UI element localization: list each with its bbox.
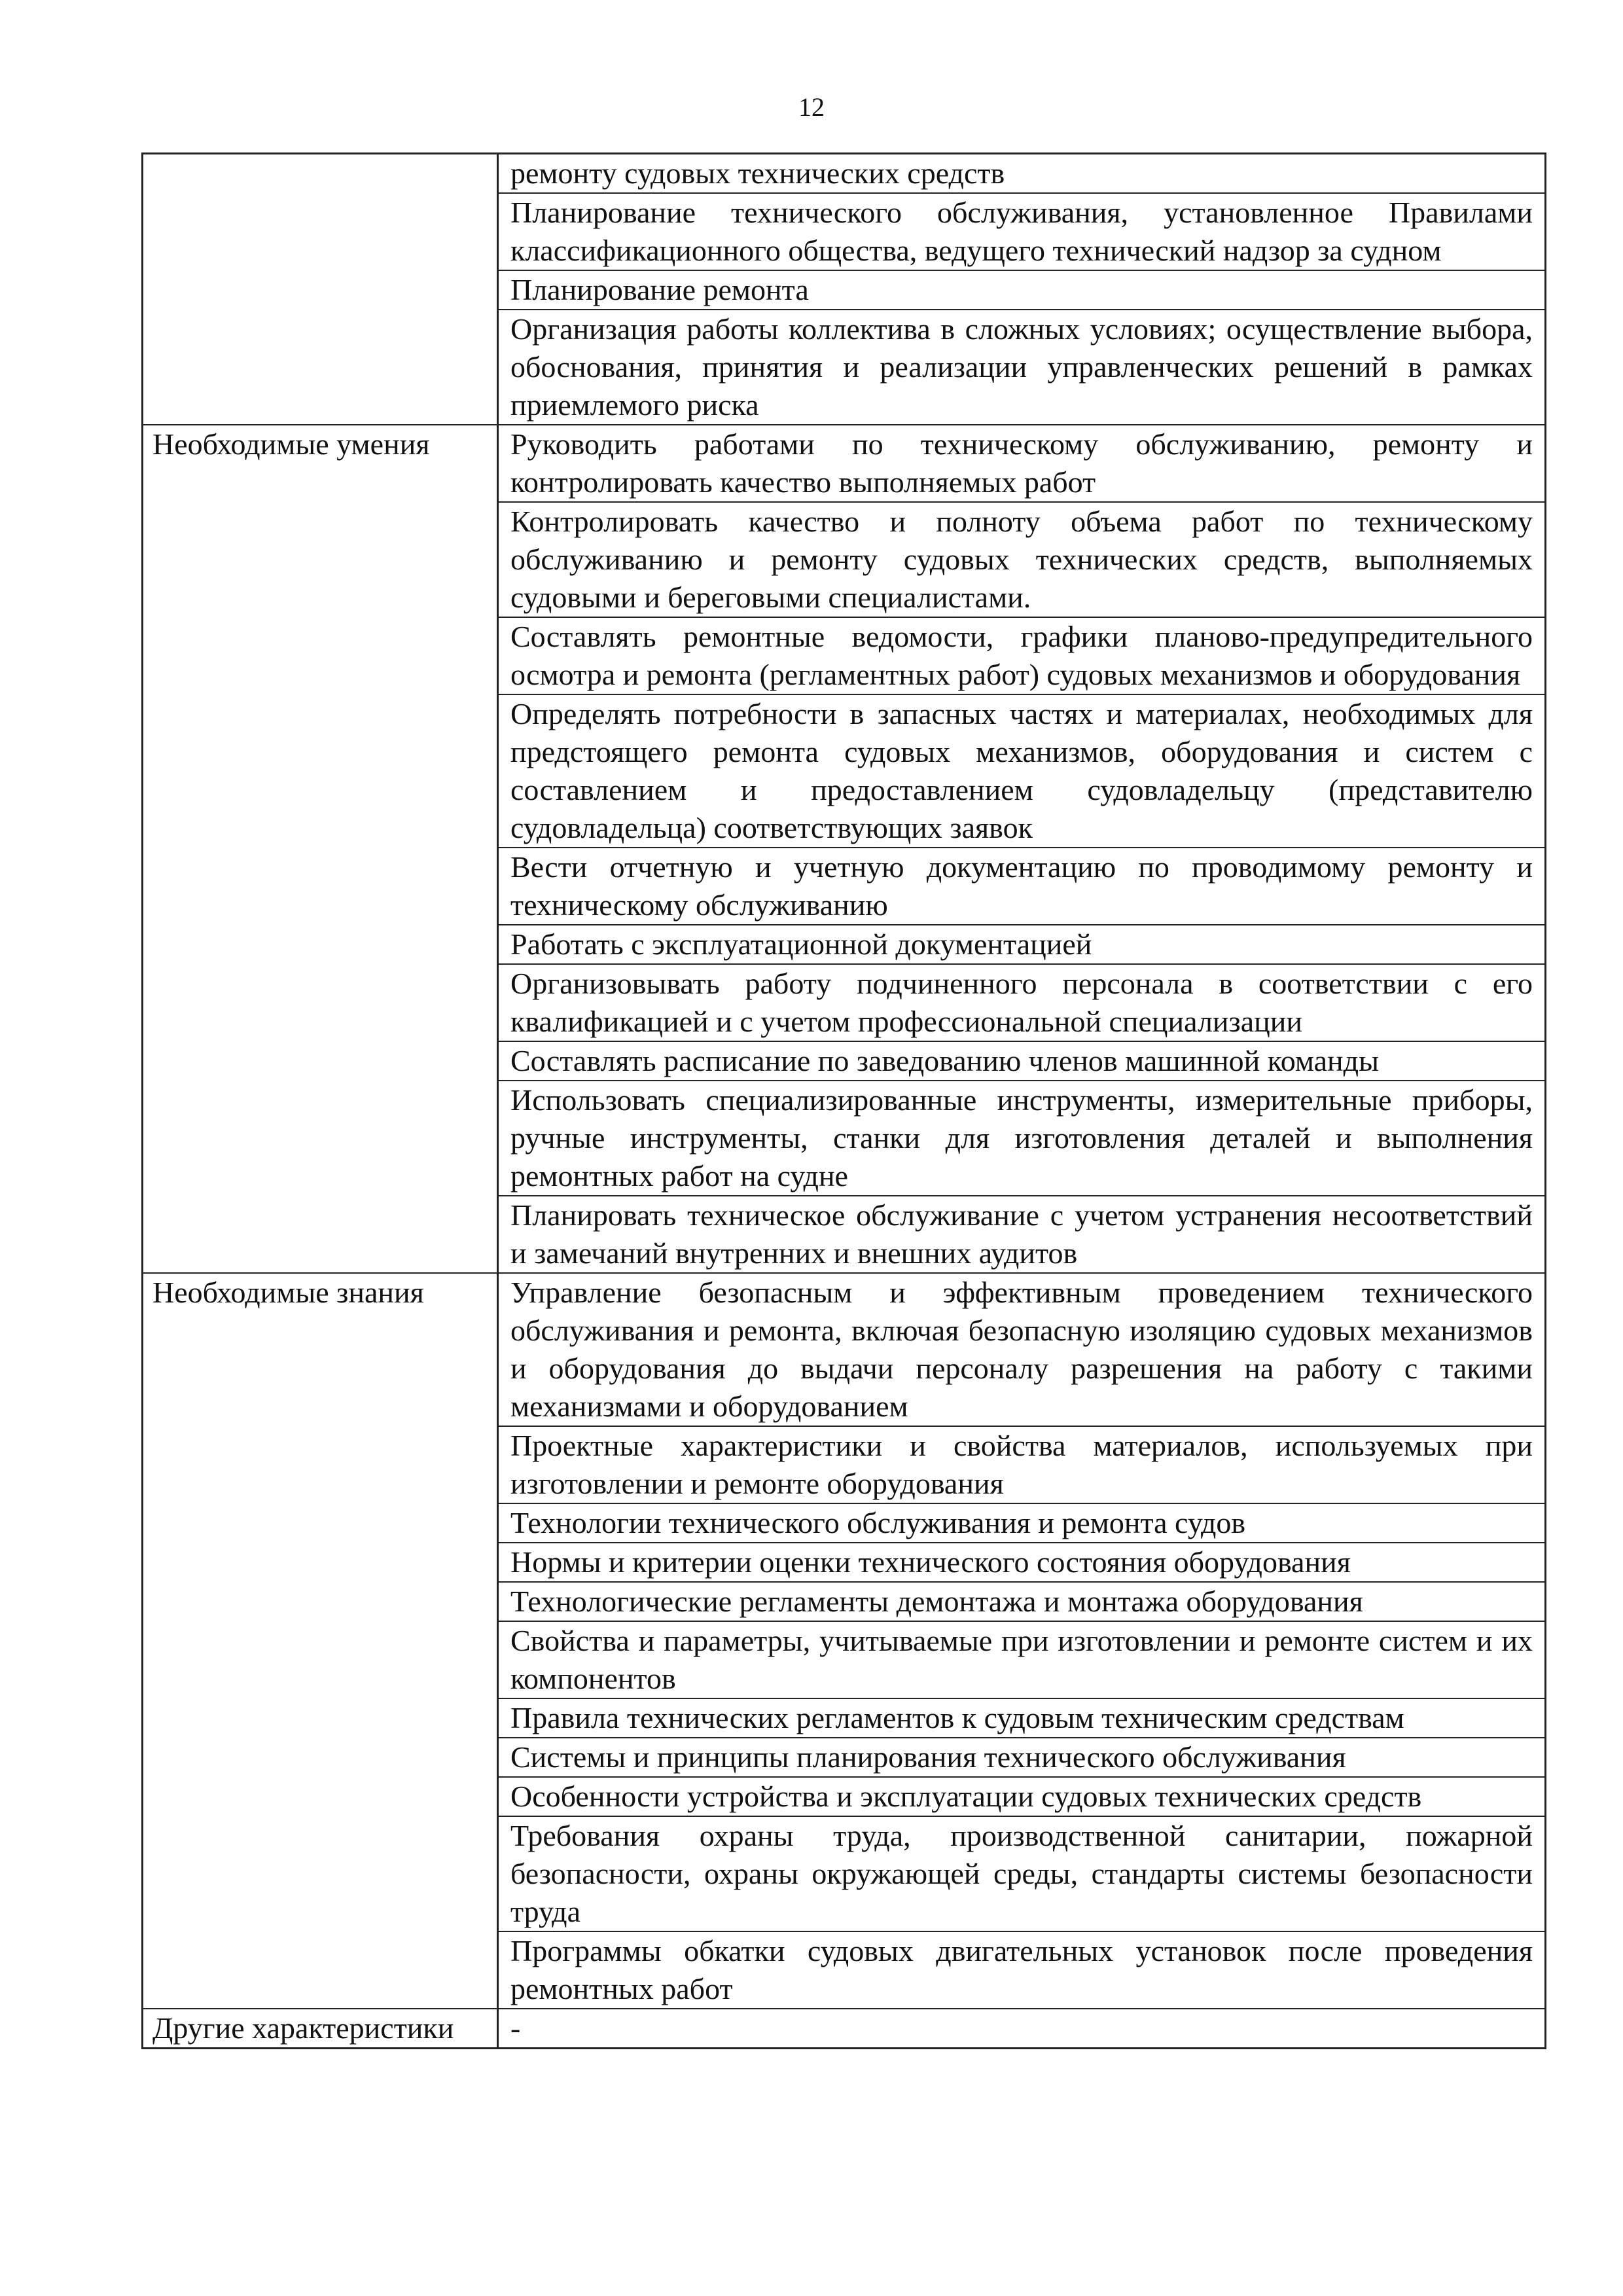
skill-item: Использовать специализированные инструменты, измерительные приборы, ручные инструменты, станки для изготовления деталей и выполнения ремонтных работ на судне [498, 1081, 1546, 1196]
knowledge-item: Правила технических регламентов к судовым техническим средствам [498, 1698, 1546, 1738]
skill-item: Руководить работами по техническому обслуживанию, ремонту и контролировать качество выполняемых работ [498, 425, 1546, 502]
page-number: 12 [798, 92, 825, 122]
knowledge-item: Технологии технического обслуживания и ремонта судов [498, 1503, 1546, 1543]
skill-item: Составлять расписание по заведованию членов машинной команды [498, 1041, 1546, 1081]
table-row [143, 2009, 1546, 2049]
skill-item: Организовывать работу подчиненного персонала в соответствии с его квалификацией и с учетом профессиональной специализации [498, 964, 1546, 1041]
continuation-item: Планирование ремонта [498, 270, 1546, 310]
skill-item: Контролировать качество и полноту объема работ по техническому обслуживанию и ремонту судовых технических средств, выполняемых судовыми и береговыми специалистами. [498, 502, 1546, 617]
continuation-label-cell [143, 154, 498, 425]
table-body [143, 154, 1546, 2049]
knowledge-label: Необходимые знания [143, 1273, 498, 2009]
knowledge-item: Требования охраны труда, производственной санитарии, пожарной безопасности, охраны окружающей среды, стандарты системы безопасности труда [498, 1816, 1546, 1931]
skill-item: Планировать техническое обслуживание с учетом устранения несоответствий и замечаний внутренних и внешних аудитов [498, 1196, 1546, 1273]
qualification-table [141, 152, 1546, 2049]
table-row [143, 425, 1546, 502]
other-label: Другие характеристики [143, 2009, 498, 2049]
knowledge-item: Системы и принципы планирования технического обслуживания [498, 1738, 1546, 1777]
knowledge-item: Нормы и критерии оценки технического состояния оборудования [498, 1543, 1546, 1582]
skill-item: Работать с эксплуатационной документацией [498, 925, 1546, 964]
other-value: - [498, 2009, 1546, 2049]
skills-label: Необходимые умения [143, 425, 498, 1273]
table-row [143, 154, 1546, 194]
skill-item: Определять потребности в запасных частях и материалах, необходимых для предстоящего ремонта судовых механизмов, оборудования и систем с составлением и предоставлением судовладельцу (представителю судовладельца) соответствующих заявок [498, 694, 1546, 848]
skill-item: Вести отчетную и учетную документацию по проводимому ремонту и техническому обслуживанию [498, 848, 1546, 925]
knowledge-item: Особенности устройства и эксплуатации судовых технических средств [498, 1777, 1546, 1816]
table-row [143, 1273, 1546, 1426]
continuation-item: ремонту судовых технических средств [498, 154, 1546, 194]
skill-item: Составлять ремонтные ведомости, графики планово-предупредительного осмотра и ремонта (регламентных работ) судовых механизмов и оборудования [498, 617, 1546, 694]
knowledge-item: Технологические регламенты демонтажа и монтажа оборудования [498, 1582, 1546, 1621]
knowledge-item: Программы обкатки судовых двигательных установок после проведения ремонтных работ [498, 1931, 1546, 2009]
continuation-item: Организация работы коллектива в сложных условиях; осуществление выбора, обоснования, принятия и реализации управленческих решений в рамках приемлемого риска [498, 310, 1546, 425]
continuation-item: Планирование технического обслуживания, установленное Правилами классификационного общества, ведущего технический надзор за судном [498, 193, 1546, 270]
knowledge-item: Свойства и параметры, учитываемые при изготовлении и ремонте систем и их компонентов [498, 1621, 1546, 1698]
knowledge-item: Управление безопасным и эффективным проведением технического обслуживания и ремонта, включая безопасную изоляцию судовых механизмов и оборудования до выдачи персоналу разрешения на работу с такими механизмами и оборудованием [498, 1273, 1546, 1426]
knowledge-item: Проектные характеристики и свойства материалов, используемых при изготовлении и ремонте оборудования [498, 1426, 1546, 1503]
